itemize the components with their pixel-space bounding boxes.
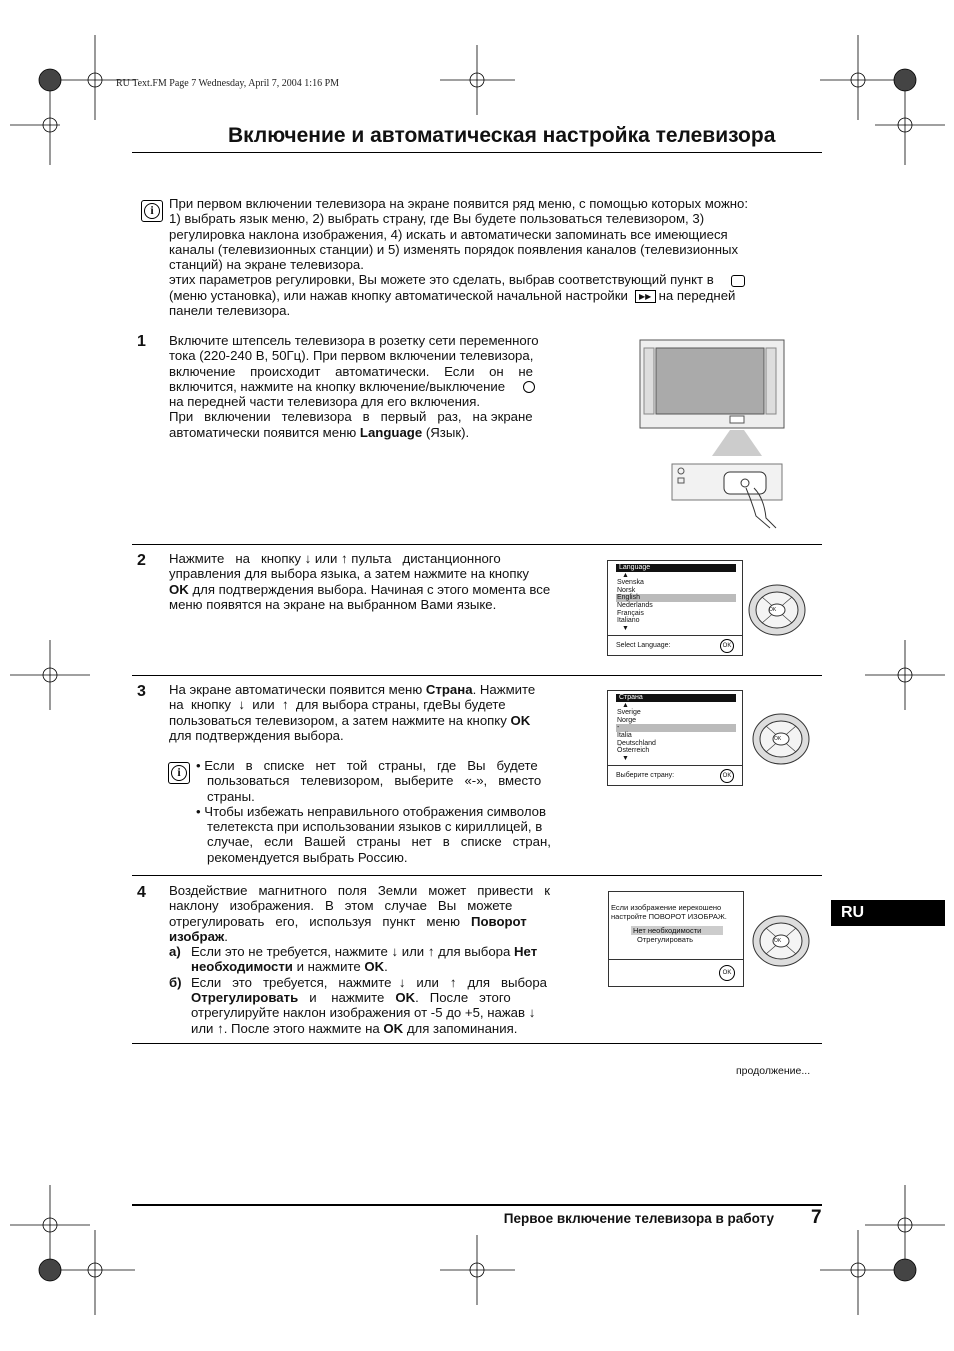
ok-icon: OK	[720, 769, 734, 783]
step-4-rule	[132, 1043, 822, 1044]
tv-illustration	[634, 338, 794, 534]
ok-icon: OK	[719, 965, 735, 981]
language-item[interactable]: Italiano	[617, 617, 640, 625]
step-1-rule	[132, 544, 822, 545]
step-2-text: Нажмите на кнопку ↓ или ↑ пульта дистанционного управления для выбора языка, а затем нажмите на кнопку OK для подтверждения выбора. Начиная с этого момента все меню появятся на экране на выбранном Вами языке.	[169, 551, 551, 612]
tilt-menu-line-1: Если изображение иерекошено	[611, 903, 722, 912]
language-tab: RU	[831, 900, 945, 926]
scroll-up-icon: ▲	[622, 701, 629, 709]
remote-ok-label: OK	[774, 938, 782, 944]
setup-menu-icon	[731, 275, 745, 287]
tilt-menu-line-2: настройте ПОВОРОТ ИЗОБРАЖ.	[611, 912, 727, 921]
step-3-text: На экране автоматически появится меню Страна. Нажмите на кнопку ↓ или ↑ для выбора страны, гдеВы будете пользоваться телевизором, а затем нажмите на кнопку OK для подтверждения выбора.	[169, 682, 536, 743]
power-icon	[523, 381, 535, 393]
country-item-selected[interactable]: -	[616, 724, 736, 732]
info-icon: i	[141, 200, 163, 222]
country-menu-title: Страна	[616, 694, 736, 702]
up-arrow-icon: ↑	[282, 697, 289, 713]
step-2-rule	[132, 675, 822, 676]
footer-rule	[132, 1204, 822, 1206]
step-1-number: 1	[137, 333, 146, 350]
info-icon: i	[168, 762, 190, 784]
remote-control-pad	[748, 584, 806, 636]
remote-ok-label: OK	[774, 736, 782, 742]
step-3-rule	[132, 875, 822, 876]
country-item[interactable]: Österreich	[617, 747, 650, 755]
auto-tune-button-icon: ▶▶	[635, 290, 656, 303]
step-3-number: 3	[137, 683, 146, 700]
tilt-menu	[608, 891, 744, 987]
country-item[interactable]: Norge	[617, 716, 637, 724]
ok-icon: OK	[720, 639, 734, 653]
up-arrow-icon: ↑	[341, 551, 348, 566]
country-item[interactable]: Italia	[617, 731, 632, 739]
title-rule	[132, 152, 822, 153]
language-menu-title: Language	[616, 564, 736, 572]
country-item[interactable]: Deutschland	[617, 739, 656, 747]
file-info-header: RU Text.FM Page 7 Wednesday, April 7, 2004 1:16 PM	[116, 78, 340, 89]
down-arrow-icon: ↓	[304, 551, 312, 566]
scroll-down-icon: ▼	[622, 624, 629, 632]
page-title: Включение и автоматическая настройка телевизора	[228, 124, 776, 147]
language-item[interactable]: Svenska	[617, 579, 644, 587]
language-menu	[607, 560, 743, 656]
scroll-down-icon: ▼	[622, 754, 629, 762]
continued-label: продолжение...	[736, 1065, 811, 1077]
language-item[interactable]: Français	[617, 609, 644, 617]
step-4-text: Воздействие магнитного поля Земли может привести к наклону изображения. В этом случае Вы можете отрегулировать его, используя пункт меню Поворот изображ. а) Если это не требуется, нажмите ↓ или ↑ для выбора Нет необходимости и нажмите OK. б) Если это требуется, нажмите ↓ или ↑ для выбора Отрегулировать и нажмите OK. После этого отрегулируйте наклон изображения от -5 до +5, нажав ↓ или ↑. После этого нажмите на OK для запоминания.	[169, 883, 551, 1036]
step-2-number: 2	[137, 552, 146, 569]
footer-section-title: Первое включение телевизора в работу	[503, 1211, 774, 1226]
page-number: 7	[811, 1207, 822, 1228]
select-language-label: Select Language:	[616, 641, 671, 649]
language-item[interactable]: Nederlands	[617, 601, 653, 609]
step-1-text: Включите штепсель телевизора в розетку сети переменного тока (220-240 В, 50Гц). При первом включении телевизора, включение происходит автоматически. Если он не включится, нажмите на кнопку включение/выключение на передней части телевизора для его включения. При включении телевизора в первый раз, на экране автоматически появится меню Language (Язык).	[169, 333, 539, 440]
option-not-needed[interactable]: Нет необходимости	[631, 926, 723, 935]
scroll-up-icon: ▲	[622, 571, 629, 579]
down-arrow-icon: ↓	[238, 697, 245, 713]
country-menu	[607, 690, 743, 786]
country-item[interactable]: Sverige	[617, 709, 641, 717]
select-country-label: Выберите страну:	[616, 771, 675, 779]
step-4-number: 4	[137, 884, 146, 901]
intro-text: При первом включении телевизора на экране появится ряд меню, с помощью которых можно: 1) выбрать язык меню, 2) выбрать страну, где Вы будете пользоваться телевизором, 3) регулировка наклона изображения, 4) искать и автоматически запоминать все имеющиеся каналы (телевизионных станции) и 5) изменять порядок появления каналов (телевизионных станций) на экране телевизора. этих параметров регулировки, Вы можете это сделать, выбрав соответствующий пункт в (меню установка), или нажав кнопку автоматической начальной настройки ▶▶ на передней панели телевизора.	[169, 196, 749, 319]
language-item-selected[interactable]: English	[616, 594, 736, 602]
step-3-notes: • Если в списке нет той страны, где Вы будете пользоваться телевизором, выберите «-», вместо страны. • Чтобы избежать неправильного отображения символов телетекста при использовании языков с кириллицей, в случае, если Вашей страны нет в списке стран, рекомендуется выбрать Россию.	[196, 758, 551, 865]
option-adjust[interactable]: Отрегулировать	[637, 935, 694, 944]
remote-ok-label: OK	[769, 607, 777, 613]
language-item[interactable]: Norsk	[617, 586, 636, 594]
